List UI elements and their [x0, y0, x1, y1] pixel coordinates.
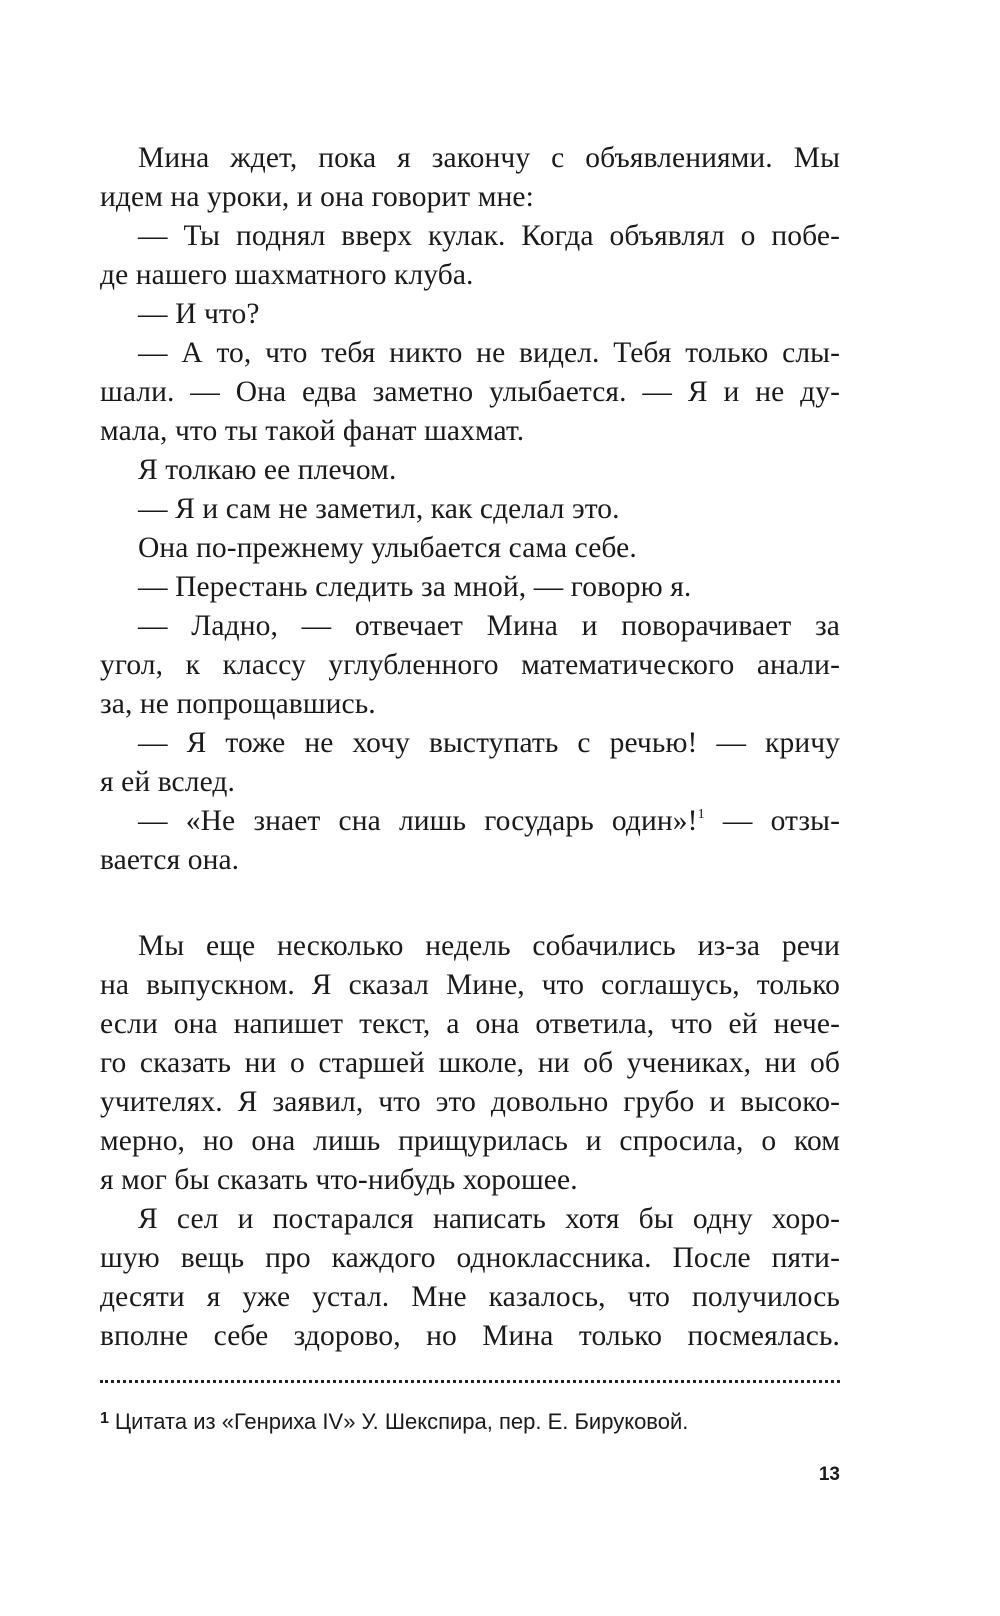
text-line: — Я тоже не хочу выступать с речью! — кричу	[138, 727, 840, 759]
text-line: Я сел и постарался написать хотя бы одну хоро-	[138, 1203, 840, 1235]
quote-text: — «Не знает сна лишь государь один»!	[138, 805, 698, 837]
footnote-reference[interactable]: 1	[697, 807, 705, 822]
quote-suffix: — отзы-	[704, 805, 840, 837]
text-line: за, не попрощавшись.	[100, 688, 376, 720]
text-line: — А то, что тебя никто не видел. Тебя только слы-	[138, 337, 840, 369]
text-line: на выпускном. Я сказал Мине, что соглашусь, только	[100, 969, 840, 1001]
text-line: шую вещь про каждого одноклассника. После пяти-	[100, 1242, 840, 1274]
text-line: шали. — Она едва заметно улыбается. — Я и не ду-	[100, 376, 840, 408]
footnote-number: 1	[100, 1410, 109, 1427]
dialogue-section	[100, 139, 840, 880]
text-line: вается она.	[100, 844, 240, 876]
text-line: Она по-прежнему улыбается сама себе.	[138, 532, 637, 564]
footnote-divider	[100, 1380, 840, 1383]
footnote-text: Цитата из «Генриха IV» У. Шекспира, пер. Е. Бируковой.	[114, 1409, 689, 1434]
text-line: я мог бы сказать что-нибудь хорошее.	[100, 1164, 578, 1196]
narrative-section	[100, 927, 840, 1356]
text-line: угол, к классу углубленного математического анали-	[100, 649, 840, 681]
text-line: мерно, но она лишь прищурилась и спросила, о ком	[100, 1125, 840, 1157]
text-line: Мы еще несколько недель собачились из-за речи	[138, 930, 840, 962]
footnote	[100, 1404, 860, 1437]
text-line: — Ладно, — отвечает Мина и поворачивает за	[138, 610, 840, 642]
text-line: я ей вслед.	[100, 766, 235, 798]
text-line: го сказать ни о старшей школе, ни об учениках, ни об	[100, 1047, 840, 1079]
text-line: учителях. Я заявил, что это довольно грубо и высоко-	[100, 1086, 840, 1118]
text-line: Я толкаю ее плечом.	[138, 454, 397, 486]
page-number: 13	[818, 1464, 840, 1485]
text-line: идем на уроки, и она говорит мне:	[100, 181, 534, 213]
text-line: — Перестань следить за мной, — говорю я.	[138, 571, 692, 603]
text-line: мала, что ты такой фанат шахмат.	[100, 415, 525, 447]
text-line: вполне себе здорово, но Мина только посмеялась.	[100, 1320, 840, 1352]
quote-line	[100, 802, 840, 841]
text-line: — Я и сам не заметил, как сделал это.	[138, 493, 620, 525]
text-line: — И что?	[138, 298, 260, 330]
text-line: Мина ждет, пока я закончу с объявлениями. Мы	[138, 142, 840, 174]
text-line: де нашего шахматного клуба.	[100, 259, 474, 291]
text-line: десяти я уже устал. Мне казалось, что получилось	[100, 1281, 840, 1313]
text-line: — Ты поднял вверх кулак. Когда объявлял о побе-	[138, 220, 840, 252]
text-line: если она напишет текст, а она ответила, что ей нече-	[100, 1008, 840, 1040]
